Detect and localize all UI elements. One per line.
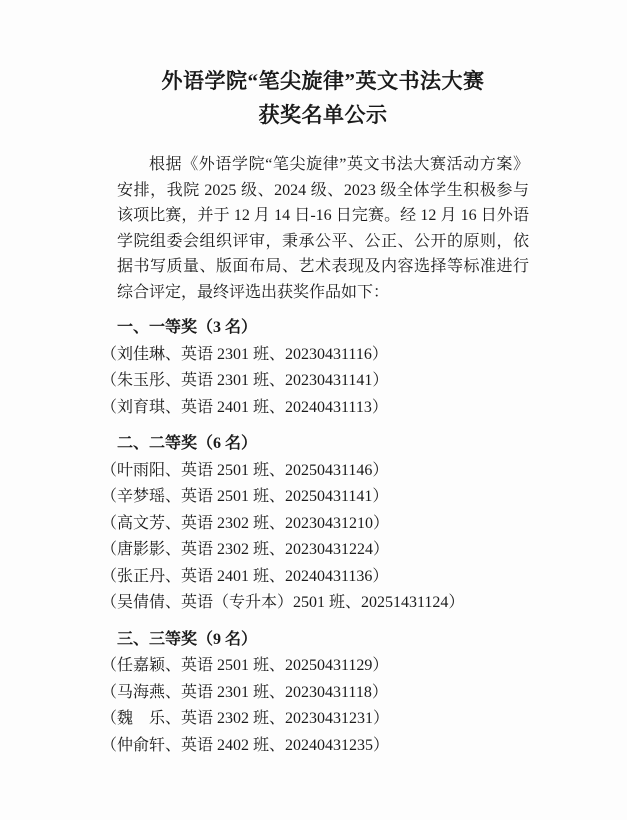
second-prize-heading: 二、二等奖（6 名） xyxy=(117,435,258,452)
document-title-line1: 外语学院“笔尖旋律”英文书法大赛 xyxy=(161,69,485,93)
winner-entry: （吴倩倩、英语（专升本）2501 班、20251431124） xyxy=(101,594,465,611)
winner-entry: （刘育琪、英语 2401 班、20240431113） xyxy=(101,398,388,416)
winner-entry: （朱玉彤、英语 2301 班、20230431141） xyxy=(101,372,389,389)
document-title-line2: 获奖名单公示 xyxy=(258,103,388,127)
winner-entry: （仲俞轩、英语 2402 班、20240431235） xyxy=(101,736,390,754)
third-prize-heading: 三、三等奖（9 名） xyxy=(117,630,258,648)
winner-entry: （唐影影、英语 2302 班、20230431224） xyxy=(101,541,390,558)
document-content xyxy=(101,0,529,759)
award-section-first-prize xyxy=(101,315,529,421)
award-section-third-prize xyxy=(101,627,529,760)
winner-entry: （高文芳、英语 2302 班、20230431210） xyxy=(101,514,390,532)
winner-entry: （辛梦瑶、英语 2501 班、20250431141） xyxy=(101,488,389,505)
intro-paragraph: 根据《外语学院“笔尖旋律”英文书法大赛活动方案》安排，我院 2025 级、2024 级、2023 级全体学生积极参与该项比赛，并于 12 月 14 日-16 日完赛。经 12 月 16 日外语学院组委会组织评审，秉承公平、公正、公开的原则，依据书写质量、版面布局、艺术表现及内容选择等标准进行综合评定，最终评选出获奖作品如下： xyxy=(117,156,529,301)
award-section-second-prize xyxy=(101,431,529,617)
winner-entry: （张正丹、英语 2401 班、20240431136） xyxy=(101,567,389,585)
winner-entry: （任嘉颖、英语 2501 班、20250431129） xyxy=(101,657,389,674)
first-prize-heading: 一、一等奖（3 名） xyxy=(117,319,258,336)
winner-entry: （魏 乐、英语 2302 班、20230431231） xyxy=(101,710,390,727)
winner-entry: （马海燕、英语 2301 班、20230431118） xyxy=(101,683,388,701)
winner-entry: （叶雨阳、英语 2501 班、20250431146） xyxy=(101,461,389,479)
winner-entry: （刘佳琳、英语 2301 班、20230431116） xyxy=(101,345,388,363)
